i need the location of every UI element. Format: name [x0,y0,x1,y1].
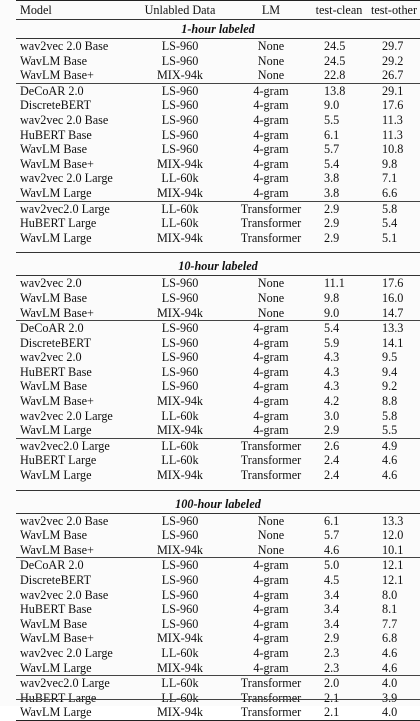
cell-unlabeled-data: LS-960 [161,335,199,350]
cell-unlabeled-data: MIX-94k [156,305,204,320]
cell-unlabeled-data: MIX-94k [156,660,204,675]
cell-model: wav2vec 2.0 Base [20,112,109,127]
table-row [16,171,420,186]
cell-model: wav2vec 2.0 Base [20,39,109,53]
cell-lm: Transformer [240,468,302,483]
table-row [16,350,420,365]
cell-test-clean: 2.6 [310,438,368,453]
section-spacer [16,483,420,491]
cell-test-other: 3.9 [382,690,398,705]
cell-lm: 4-gram [253,112,289,127]
cell-lm: 4-gram [253,587,289,602]
cell-test-other: 8.0 [382,587,398,602]
cell-unlabeled-data: LS-960 [161,98,199,113]
cell-test-clean: 4.2 [324,394,340,409]
table-row [16,142,420,157]
cell-model: WavLM Large [16,705,128,720]
cell-unlabeled-data: MIX-94k [156,185,204,200]
table-row [16,128,420,143]
cell-test-other: 11.3 [382,112,403,127]
cell-model: HuBERT Base [20,602,92,617]
cell-unlabeled-data: LS-960 [128,558,232,573]
cell-model: wav2vec 2.0 [20,350,82,365]
cell-test-clean: 3.8 [324,171,340,186]
cell-model: HuBERT Base [20,127,92,142]
table-row [16,321,420,336]
cell-lm: 4-gram [253,631,289,646]
section-title: 1-hour labeled [16,20,420,39]
section-spacer [16,245,420,253]
cell-unlabeled-data: LL-60k [161,645,199,660]
cell-test-other: 12.1 [382,573,404,587]
cell-test-clean: 6.1 [324,127,340,142]
cell-test-clean: 2.0 [310,676,368,691]
cell-lm: None [257,513,285,528]
table-row [16,186,420,201]
cell-lm: 4-gram [253,602,289,617]
cell-test-clean: 5.5 [324,112,340,127]
cell-test-other: 4.6 [382,468,398,483]
cell-test-clean: 2.3 [324,645,340,660]
cell-unlabeled-data: LS-960 [161,616,199,631]
cell-test-other: 26.7 [382,68,404,83]
cell-unlabeled-data: LL-60k [161,408,199,423]
cell-test-other: 4.0 [368,676,420,691]
table-row [16,409,420,424]
cell-test-clean: 24.5 [324,39,346,53]
header-model: Model [20,3,52,17]
spacer-cell [16,483,420,491]
cell-lm: 4-gram [232,83,310,98]
table-row [16,528,420,543]
cell-test-other: 7.1 [382,171,398,186]
cell-model: HuBERT Large [20,690,97,705]
cell-lm: 4-gram [253,364,289,379]
table-row [16,394,420,409]
table-row [16,379,420,394]
table-row [16,231,420,246]
table-row [16,98,420,113]
cell-test-other: 9.2 [382,379,398,394]
cell-test-clean: 4.3 [324,379,340,394]
cell-lm: Transformer [240,216,302,231]
cell-lm: None [257,68,285,83]
cell-unlabeled-data: MIX-94k [156,68,204,83]
table-row [16,513,420,528]
cell-test-other: 4.6 [382,645,398,660]
cell-model: WavLM Base+ [20,156,94,171]
cell-unlabeled-data: LS-960 [161,127,199,142]
cell-test-clean: 2.3 [324,660,340,675]
cell-test-other: 11.3 [382,127,403,142]
cell-unlabeled-data: LS-960 [161,528,199,543]
cell-lm: Transformer [240,690,302,705]
cell-test-other: 5.4 [382,216,398,231]
cell-lm: 4-gram [232,321,310,336]
cell-test-clean: 11.1 [324,276,345,291]
cell-lm: Transformer [232,201,310,216]
cell-test-other: 10.1 [382,542,404,557]
cell-model: HuBERT Base [20,364,92,379]
cell-model: WavLM Large [20,660,92,675]
cell-unlabeled-data: MIX-94k [156,468,204,483]
cell-test-other: 13.3 [382,513,404,528]
cell-test-other: 14.1 [382,335,404,350]
cell-lm: 4-gram [253,171,289,186]
cell-model: DiscreteBERT [20,335,92,350]
table-row [16,558,420,573]
spacer-cell [16,245,420,253]
cell-model: DiscreteBERT [20,573,92,587]
cell-test-clean: 2.9 [324,230,340,245]
cell-test-other: 17.6 [382,276,404,291]
cell-model: WavLM Base [20,616,88,631]
cell-lm: 4-gram [253,185,289,200]
cell-unlabeled-data: LS-960 [161,350,199,365]
cell-test-other: 8.1 [382,602,398,617]
cell-test-clean: 2.9 [324,631,340,646]
cell-lm: 4-gram [253,142,289,157]
table-row [16,438,420,453]
table-row [16,661,420,676]
cell-model: WavLM Base+ [20,305,94,320]
cell-test-other: 9.4 [382,364,398,379]
cell-model: wav2vec 2.0 Large [20,645,113,660]
cell-unlabeled-data: LS-960 [161,53,199,68]
cell-test-clean: 5.7 [324,528,340,543]
cell-lm: 4-gram [253,335,289,350]
cell-model: DeCoAR 2.0 [16,83,128,98]
cell-test-other: 13.3 [368,321,420,336]
cell-lm: None [257,305,285,320]
cell-test-other: 14.7 [382,305,404,320]
cell-test-clean: 3.4 [324,602,340,617]
cell-test-clean: 24.5 [324,53,346,68]
table-row [16,573,420,588]
cell-model: wav2vec 2.0 Large [20,408,113,423]
section-title: 10-hour labeled [16,253,420,276]
cell-lm: 4-gram [253,379,289,394]
cell-model: WavLM Base [20,142,88,157]
cell-lm: 4-gram [253,423,289,438]
cell-model: WavLM Base+ [20,631,94,646]
table-row [16,543,420,558]
cell-test-clean: 9.0 [324,98,340,113]
cell-model: wav2vec2.0 Large [16,201,128,216]
table-row [16,676,420,691]
bottom-rule [16,699,420,700]
cell-test-clean: 5.4 [324,156,340,171]
cell-unlabeled-data: LS-960 [128,321,232,336]
cell-test-clean: 13.8 [310,83,368,98]
cell-model: wav2vec 2.0 Base [20,587,109,602]
cell-test-other: 7.7 [382,616,398,631]
cell-test-clean: 4.6 [324,542,340,557]
cell-test-other: 12.0 [382,528,404,543]
cell-test-clean: 4.3 [324,350,340,365]
cell-unlabeled-data: LS-960 [128,83,232,98]
table-row [16,276,420,291]
cell-model: WavLM Large [20,468,92,483]
cell-lm: 4-gram [253,645,289,660]
cell-test-clean: 2.1 [310,705,368,720]
table-row [16,83,420,98]
cell-test-other: 5.8 [368,201,420,216]
table-row [16,336,420,351]
table-row [16,468,420,483]
table-header [16,1,420,20]
cell-test-clean: 22.8 [324,68,346,83]
cell-test-clean: 9.0 [324,305,340,320]
table-row [16,39,420,54]
cell-unlabeled-data: MIX-94k [156,394,204,409]
cell-test-clean: 2.9 [324,216,340,231]
cell-unlabeled-data: MIX-94k [128,705,232,720]
cell-unlabeled-data: LS-960 [161,379,199,394]
table-row [16,291,420,306]
cell-model: WavLM Large [20,423,92,438]
cell-lm: None [257,276,285,291]
section-title: 100-hour labeled [16,490,420,513]
cell-lm: None [257,542,285,557]
cell-unlabeled-data: LL-60k [128,676,232,691]
cell-test-clean: 2.9 [324,423,340,438]
cell-unlabeled-data: LS-960 [161,364,199,379]
cell-test-other: 10.8 [382,142,404,157]
cell-unlabeled-data: LL-60k [128,201,232,216]
table-row [16,423,420,438]
cell-model: wav2vec 2.0 Base [20,513,109,528]
cell-test-clean: 9.8 [324,290,340,305]
table-row [16,54,420,69]
cell-test-other: 9.5 [382,350,398,365]
table-row [16,306,420,321]
cell-test-clean: 5.0 [310,558,368,573]
cell-test-other: 4.6 [382,453,398,468]
cell-test-other: 9.8 [382,156,398,171]
cell-test-clean: 4.5 [324,573,340,587]
cell-unlabeled-data: LL-60k [161,216,199,231]
cell-model: WavLM Base [20,53,88,68]
cell-unlabeled-data: LL-60k [161,453,199,468]
cell-test-other: 4.6 [382,660,398,675]
cell-test-clean: 2.1 [324,690,340,705]
cell-model: DiscreteBERT [20,98,92,113]
table-row [16,588,420,603]
cell-model: WavLM Base+ [20,394,94,409]
cell-lm: None [257,528,285,543]
cell-lm: None [257,290,285,305]
section-header-row [16,490,420,513]
cell-test-other: 29.1 [368,83,420,98]
cell-unlabeled-data: LS-960 [161,573,199,587]
cell-model: wav2vec 2.0 [20,276,82,291]
cell-test-other: 4.9 [368,438,420,453]
header-test-clean: test-clean [315,3,363,17]
cell-test-other: 6.8 [382,631,398,646]
cell-lm: None [257,39,285,53]
cell-model: DeCoAR 2.0 [16,321,128,336]
cell-unlabeled-data: LS-960 [161,276,199,291]
cell-model: wav2vec2.0 Large [16,438,128,453]
cell-lm: 4-gram [253,156,289,171]
cell-model: DeCoAR 2.0 [16,558,128,573]
cell-test-other: 17.6 [382,98,404,113]
cell-lm: 4-gram [253,127,289,142]
cell-test-clean: 5.4 [310,321,368,336]
cell-test-clean: 3.4 [324,587,340,602]
cell-unlabeled-data: MIX-94k [156,230,204,245]
cell-lm: 4-gram [253,660,289,675]
table-body [16,20,420,721]
cell-unlabeled-data: MIX-94k [156,631,204,646]
cell-unlabeled-data: MIX-94k [156,542,204,557]
header-row [16,1,420,20]
cell-test-clean: 2.4 [324,468,340,483]
section-header-row [16,253,420,276]
cell-model: WavLM Large [20,185,92,200]
cell-test-clean: 2.9 [310,201,368,216]
table-row [16,201,420,216]
cell-test-other: 5.1 [382,230,398,245]
cell-test-other: 8.8 [382,394,398,409]
table-row [16,157,420,172]
cell-unlabeled-data: MIX-94k [156,423,204,438]
cell-unlabeled-data: LS-960 [161,112,199,127]
cell-lm: Transformer [232,676,310,691]
cell-unlabeled-data: LS-960 [161,513,199,528]
cell-model: HuBERT Large [20,453,97,468]
cell-test-clean: 2.4 [324,453,340,468]
wer-results-table [16,0,420,721]
cell-test-clean: 3.8 [324,185,340,200]
cell-model: wav2vec2.0 Large [16,676,128,691]
cell-lm: None [257,53,285,68]
cell-unlabeled-data: LS-960 [161,587,199,602]
cell-test-clean: 3.0 [324,408,340,423]
cell-test-clean: 5.7 [324,142,340,157]
table-row [16,68,420,83]
cell-test-other: 16.0 [382,290,404,305]
cell-model: WavLM Base [20,290,88,305]
cell-unlabeled-data: LS-960 [161,142,199,157]
cell-test-other: 6.6 [382,185,398,200]
cell-lm: Transformer [232,438,310,453]
table-row [16,617,420,632]
cell-model: WavLM Large [20,230,92,245]
cell-lm: 4-gram [253,394,289,409]
cell-unlabeled-data: LS-960 [161,290,199,305]
cell-lm: 4-gram [253,98,289,113]
cell-lm: 4-gram [253,350,289,365]
header-lm: LM [261,3,281,17]
table-row [16,216,420,231]
cell-lm: 4-gram [253,408,289,423]
cell-lm: Transformer [240,230,302,245]
cell-test-other: 5.5 [382,423,398,438]
cell-lm: Transformer [232,705,310,720]
header-test-other: test-other [370,3,418,17]
table-row [16,705,420,720]
cell-unlabeled-data: LL-60k [161,171,199,186]
cell-model: WavLM Base+ [20,542,94,557]
cell-unlabeled-data: LS-960 [161,602,199,617]
cell-test-clean: 6.1 [324,513,340,528]
cell-test-other: 5.8 [382,408,398,423]
cell-test-other: 4.0 [368,705,420,720]
table-row [16,113,420,128]
table-row [16,602,420,617]
cell-lm: 4-gram [253,616,289,631]
cell-model: wav2vec 2.0 Large [20,171,113,186]
table-row [16,365,420,380]
cell-model: WavLM Base [20,379,88,394]
cell-lm: Transformer [240,453,302,468]
cell-unlabeled-data: LL-60k [128,438,232,453]
cell-test-clean: 4.3 [324,364,340,379]
cell-lm: 4-gram [232,558,310,573]
cell-model: WavLM Base+ [20,68,94,83]
section-header-row [16,20,420,39]
table-row [16,646,420,661]
cell-unlabeled-data: LL-60k [161,690,199,705]
cell-test-clean: 5.9 [324,335,340,350]
cell-test-other: 29.7 [382,39,404,53]
table-row [16,453,420,468]
cell-test-clean: 3.4 [324,616,340,631]
cell-test-other: 12.1 [368,558,420,573]
cell-test-other: 29.2 [382,53,404,68]
cell-unlabeled-data: LS-960 [161,39,199,53]
cell-model: HuBERT Large [20,216,97,231]
table-row [16,631,420,646]
cell-model: WavLM Base [20,528,88,543]
cell-unlabeled-data: MIX-94k [156,156,204,171]
header-unlabeled-data: Unlabled Data [144,3,216,17]
cell-lm: 4-gram [253,573,289,587]
